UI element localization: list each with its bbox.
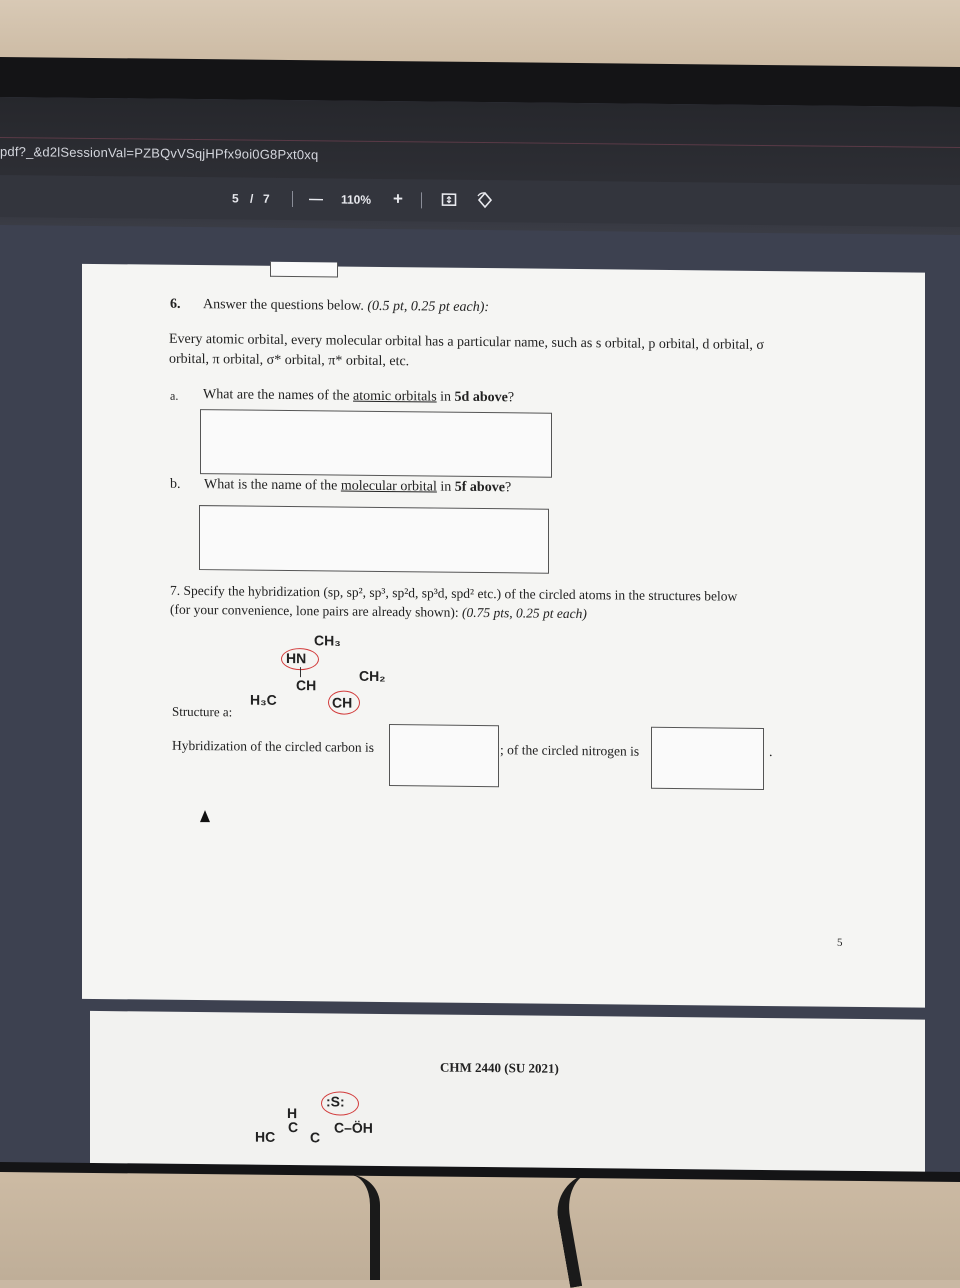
part-a-label: a. — [170, 388, 179, 403]
toolbar-divider — [292, 191, 293, 207]
screen — [0, 97, 960, 1172]
answer-box-carbon[interactable] — [389, 724, 499, 787]
previous-answer-box[interactable] — [270, 262, 338, 278]
toolbar-divider — [421, 192, 422, 208]
fit-page-icon[interactable] — [441, 192, 457, 212]
chem-s: :S: — [326, 1093, 345, 1110]
hybridization-nitrogen-label: ; of the circled nitrogen is — [500, 742, 640, 759]
rotate-icon[interactable] — [476, 191, 494, 213]
mouse-cursor — [200, 810, 210, 822]
course-header: CHM 2440 (SU 2021) — [440, 1059, 559, 1076]
chem-h: H — [287, 1104, 298, 1122]
zoom-level[interactable]: 110% — [341, 192, 372, 207]
chem-h3c: H₃C — [250, 691, 277, 708]
chem-c1: C — [288, 1118, 299, 1136]
page-number: 5 — [837, 936, 843, 949]
monitor — [0, 57, 960, 1182]
answer-box-6a[interactable] — [200, 409, 552, 478]
chem-ch-middle: CH — [296, 677, 317, 694]
zoom-out-button[interactable]: — — [309, 190, 323, 207]
question-6-number: 6. — [170, 296, 181, 312]
page-current-input[interactable]: 5 — [232, 191, 239, 206]
chem-ch2: CH₂ — [359, 667, 386, 685]
desk-surface — [0, 1170, 960, 1280]
question-7-line-2: (for your convenience, lone pairs are already shown): (0.75 pts, 0.25 pt each) — [170, 601, 587, 622]
question-6-prompt: Answer the questions below. (0.5 pt, 0.25 pt each): — [203, 297, 490, 316]
structure-a-label: Structure a: — [172, 703, 233, 720]
question-7-line-1: 7. Specify the hybridization (sp, sp², sp³, sp²d, sp³d, spd² etc.) of the circled atoms in the structures below — [170, 582, 738, 604]
chem-ch3: CH₃ — [314, 632, 341, 649]
circled-carbon — [328, 690, 360, 714]
zoom-in-button[interactable]: + — [393, 189, 403, 209]
bond-line — [300, 667, 301, 677]
monitor-cable-2 — [330, 1175, 380, 1280]
sentence-period: . — [769, 745, 773, 761]
chem-ch-circled: CH — [332, 694, 353, 711]
chem-hn: HN — [286, 649, 307, 667]
answer-box-6b[interactable] — [199, 505, 549, 574]
hybridization-carbon-label: Hybridization of the circled carbon is — [172, 737, 375, 755]
circled-sulfur — [321, 1091, 359, 1115]
part-b-question: What is the name of the molecular orbital in 5f above? — [204, 477, 512, 496]
part-a-question: What are the names of the atomic orbitals in 5d above? — [203, 387, 515, 406]
part-b-label: b. — [170, 476, 181, 492]
chem-c2: C — [310, 1129, 321, 1146]
chem-c-oh: C–ÖH — [334, 1119, 373, 1136]
answer-box-nitrogen[interactable] — [651, 727, 764, 790]
pdf-page-6 — [90, 1011, 925, 1172]
question-6-intro-line-2: orbital, π orbital, σ* orbital, π* orbital, etc. — [169, 351, 410, 370]
question-6-intro-line-1: Every atomic orbital, every molecular orbital has a particular name, such as s orbital, p orbital, d orbital, σ — [169, 331, 764, 353]
page-separator: / — [250, 191, 254, 206]
pdf-page-5 — [82, 264, 925, 1008]
address-bar-url[interactable]: pdf?_&d2lSessionVal=PZBQvVSqjHPfx9oi0G8Pxt0xq — [0, 143, 319, 163]
chem-hc: HC — [255, 1128, 276, 1145]
page-total: 7 — [263, 191, 270, 206]
